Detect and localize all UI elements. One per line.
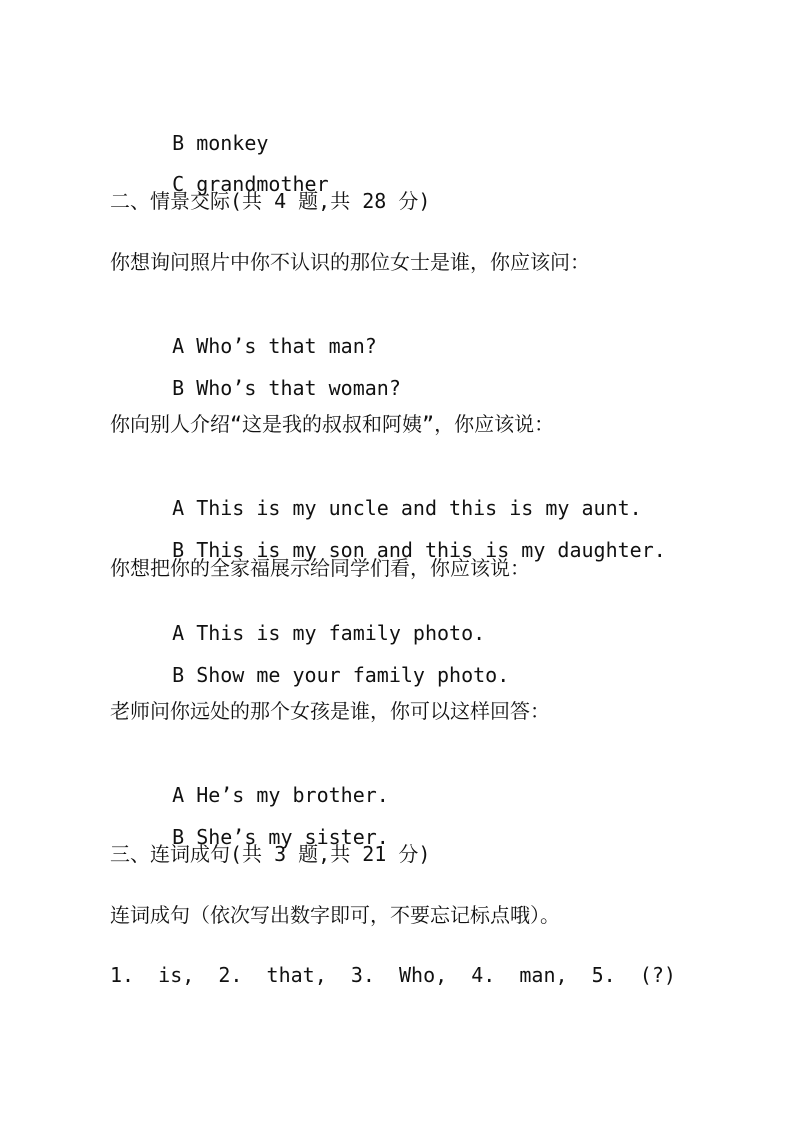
question-prompt: 老师问你远处的那个女孩是谁，你可以这样回答：: [110, 699, 550, 723]
option-letter: B: [172, 663, 185, 687]
option-letter: A: [172, 334, 185, 358]
option-letter: A: [172, 496, 185, 520]
option-text: Who’s that woman?: [196, 376, 401, 400]
option-text: She’s my sister.: [196, 825, 389, 849]
question-prompt: 你向别人介绍“这是我的叔叔和阿姨”，你应该说：: [110, 412, 555, 436]
option-text: This is my family photo.: [196, 621, 486, 645]
section-instruction: 连词成句（依次写出数字即可，不要忘记标点哦）。: [110, 903, 560, 927]
option-letter: C: [172, 172, 185, 196]
option-letter: A: [172, 621, 185, 645]
option-letter: B: [172, 376, 185, 400]
option-a: [148, 472, 642, 520]
option-text: Who’s that man?: [196, 334, 377, 358]
option-b: [148, 514, 666, 562]
option-text: This is my uncle and this is my aunt.: [196, 496, 642, 520]
section-heading-2: 二、情景交际(共 4 题,共 28 分): [110, 189, 431, 213]
option-letter: B: [172, 131, 185, 155]
option-text: grandmother: [196, 172, 329, 196]
option-b: [148, 352, 401, 400]
option-text: This is my son and this is my daughter.: [196, 538, 666, 562]
option-b: [148, 639, 509, 687]
question-prompt: 你想把你的全家福展示给同学们看，你应该说：: [110, 556, 530, 580]
option-a: [148, 759, 389, 807]
option-text: He’s my brother.: [196, 783, 389, 807]
question-prompt: 你想询问照片中你不认识的那位女士是谁，你应该问：: [110, 250, 590, 274]
option-letter: B: [172, 538, 185, 562]
option-letter: B: [172, 825, 185, 849]
option-text: monkey: [196, 131, 269, 155]
option-text: Show me your family photo.: [196, 663, 510, 687]
option-a: [148, 310, 377, 358]
section-heading-3: 三、连词成句(共 3 题,共 21 分): [110, 842, 431, 866]
option-letter: A: [172, 783, 185, 807]
option-a: [148, 597, 485, 645]
word-order-item: 1. is, 2. that, 3. Who, 4. man, 5. (?): [110, 963, 676, 987]
